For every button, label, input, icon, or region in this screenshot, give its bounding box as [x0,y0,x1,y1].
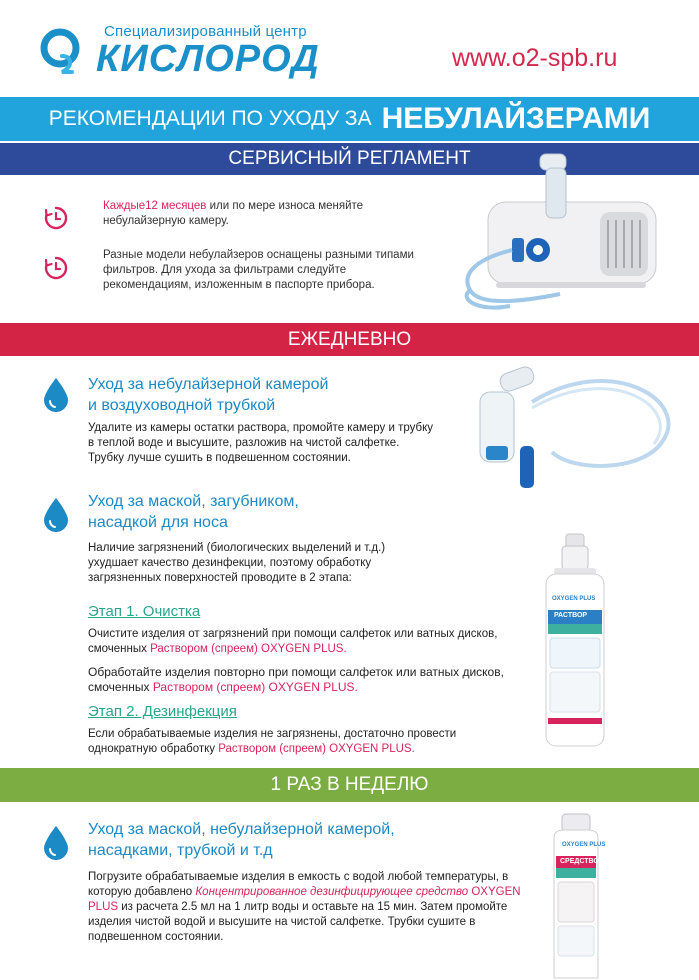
service-heading: СЕРВИСНЫЙ РЕГЛАМЕНТ [0,143,699,175]
section-title-line: насадкой для носа [88,514,228,531]
section-weekly-text [88,870,538,945]
step-1-title: Этап 1. Очистка [88,603,201,620]
weekly-heading: 1 РАЗ В НЕДЕЛЮ [0,768,699,802]
water-drop-icon [42,496,70,532]
section-title-line: насадками, трубкой и т.д [88,842,273,859]
spray-bottle-image [540,530,610,750]
water-drop-icon [42,824,70,860]
section-daily-mask-title [88,491,299,533]
spray-brand: OXYGEN PLUS [552,596,596,602]
product-link: OXYGEN PLUS [88,886,521,913]
concentrate-bottle-image [540,812,612,980]
title-part2: НЕБУЛАЙЗЕРАМИ [381,102,651,135]
section-daily-mask-intro: Наличие загрязнений (биологических выделений и т.д.) ухудшает качество дезинфекции, поэтому обработку загрязненных поверхностей проводите в 2 этапа: [88,542,386,584]
daily-heading: ЕЖЕДНЕВНО [0,323,699,356]
timer-icon [43,205,69,231]
weekly-text-part: Погрузите обрабатываемые изделия в емкость с водой любой температуры, в которую добавлено [88,871,509,898]
section-daily-chamber-title [88,374,328,416]
step-2-title: Этап 2. Дезинфекция [88,703,237,720]
step-1-paragraph-2 [88,665,528,695]
section-title-line: и воздуховодной трубкой [88,397,276,414]
spray-label: РАСТВОР [554,612,588,619]
weekly-text-part: из расчета 2.5 мл на 1 литр воды и оставьте на 15 мин. Затем промойте изделия чистой водой и высушите на чистой салфетке. Трубки сушите в подвешенном состоянии. [88,901,508,943]
section-daily-chamber-text: Удалите из камеры остатки раствора, промойте камеру и трубку в теплой воде и высушите, разложив на чистой салфетке. Трубку лучше сушить в подвешенном состоянии. [88,422,434,464]
product-link: Раствором (спреем) OXYGEN PLUS. [152,680,358,694]
title-band [0,97,699,141]
concentrate-brand: OXYGEN PLUS [562,842,606,848]
service-item-1-text: или по мере износа меняйте небулайзерную камеру. [103,200,364,227]
step-1-paragraph-2-text: Обработайте изделия повторно при помощи салфеток или ватных дисков, смоченных [88,665,504,694]
service-item-1 [103,199,403,229]
water-drop-icon [42,376,70,412]
timer-icon [43,255,69,281]
nebulizer-device-image [440,150,680,320]
step-1-paragraph-1-text: Очистите изделия от загрязнений при помощи салфеток или ватных дисков, смоченных [88,628,498,655]
section-title-line: Уход за маской, загубником, [88,493,299,510]
section-title-line: Уход за небулайзерной камерой [88,376,329,393]
logo-icon [40,26,84,76]
service-item-2: Разные модели небулайзеров оснащены разными типами фильтров. Для ухода за фильтрами следуйте рекомендациям, изложенным в паспорте прибора. [103,249,414,291]
website-link[interactable]: www.o2-spb.ru [452,44,618,72]
logo-subtitle: Специализированный центр [104,23,307,40]
section-title-line: Уход за маской, небулайзерной камерой, [88,821,395,838]
product-link: Раствором (спреем) OXYGEN PLUS. [150,643,347,655]
product-link: Концентрированное дезинфицирующее средство [195,886,469,898]
title-part1: РЕКОМЕНДАЦИИ ПО УХОДУ ЗА [48,107,372,130]
step-2-paragraph [88,727,468,757]
nebulizer-chamber-tube-image [462,362,684,498]
product-link: Раствором (спреем) OXYGEN PLUS. [218,743,415,755]
service-item-1-highlight: Каждые12 месяцев [103,200,207,212]
step-1-paragraph-1 [88,627,528,657]
logo-name: КИСЛОРОД [96,38,320,80]
step-2-paragraph-text: Если обрабатываемые изделия не загрязнены, достаточно провести однократную обработку [88,728,457,755]
section-weekly-title [88,819,395,861]
concentrate-label: СРЕДСТВО [560,858,599,865]
